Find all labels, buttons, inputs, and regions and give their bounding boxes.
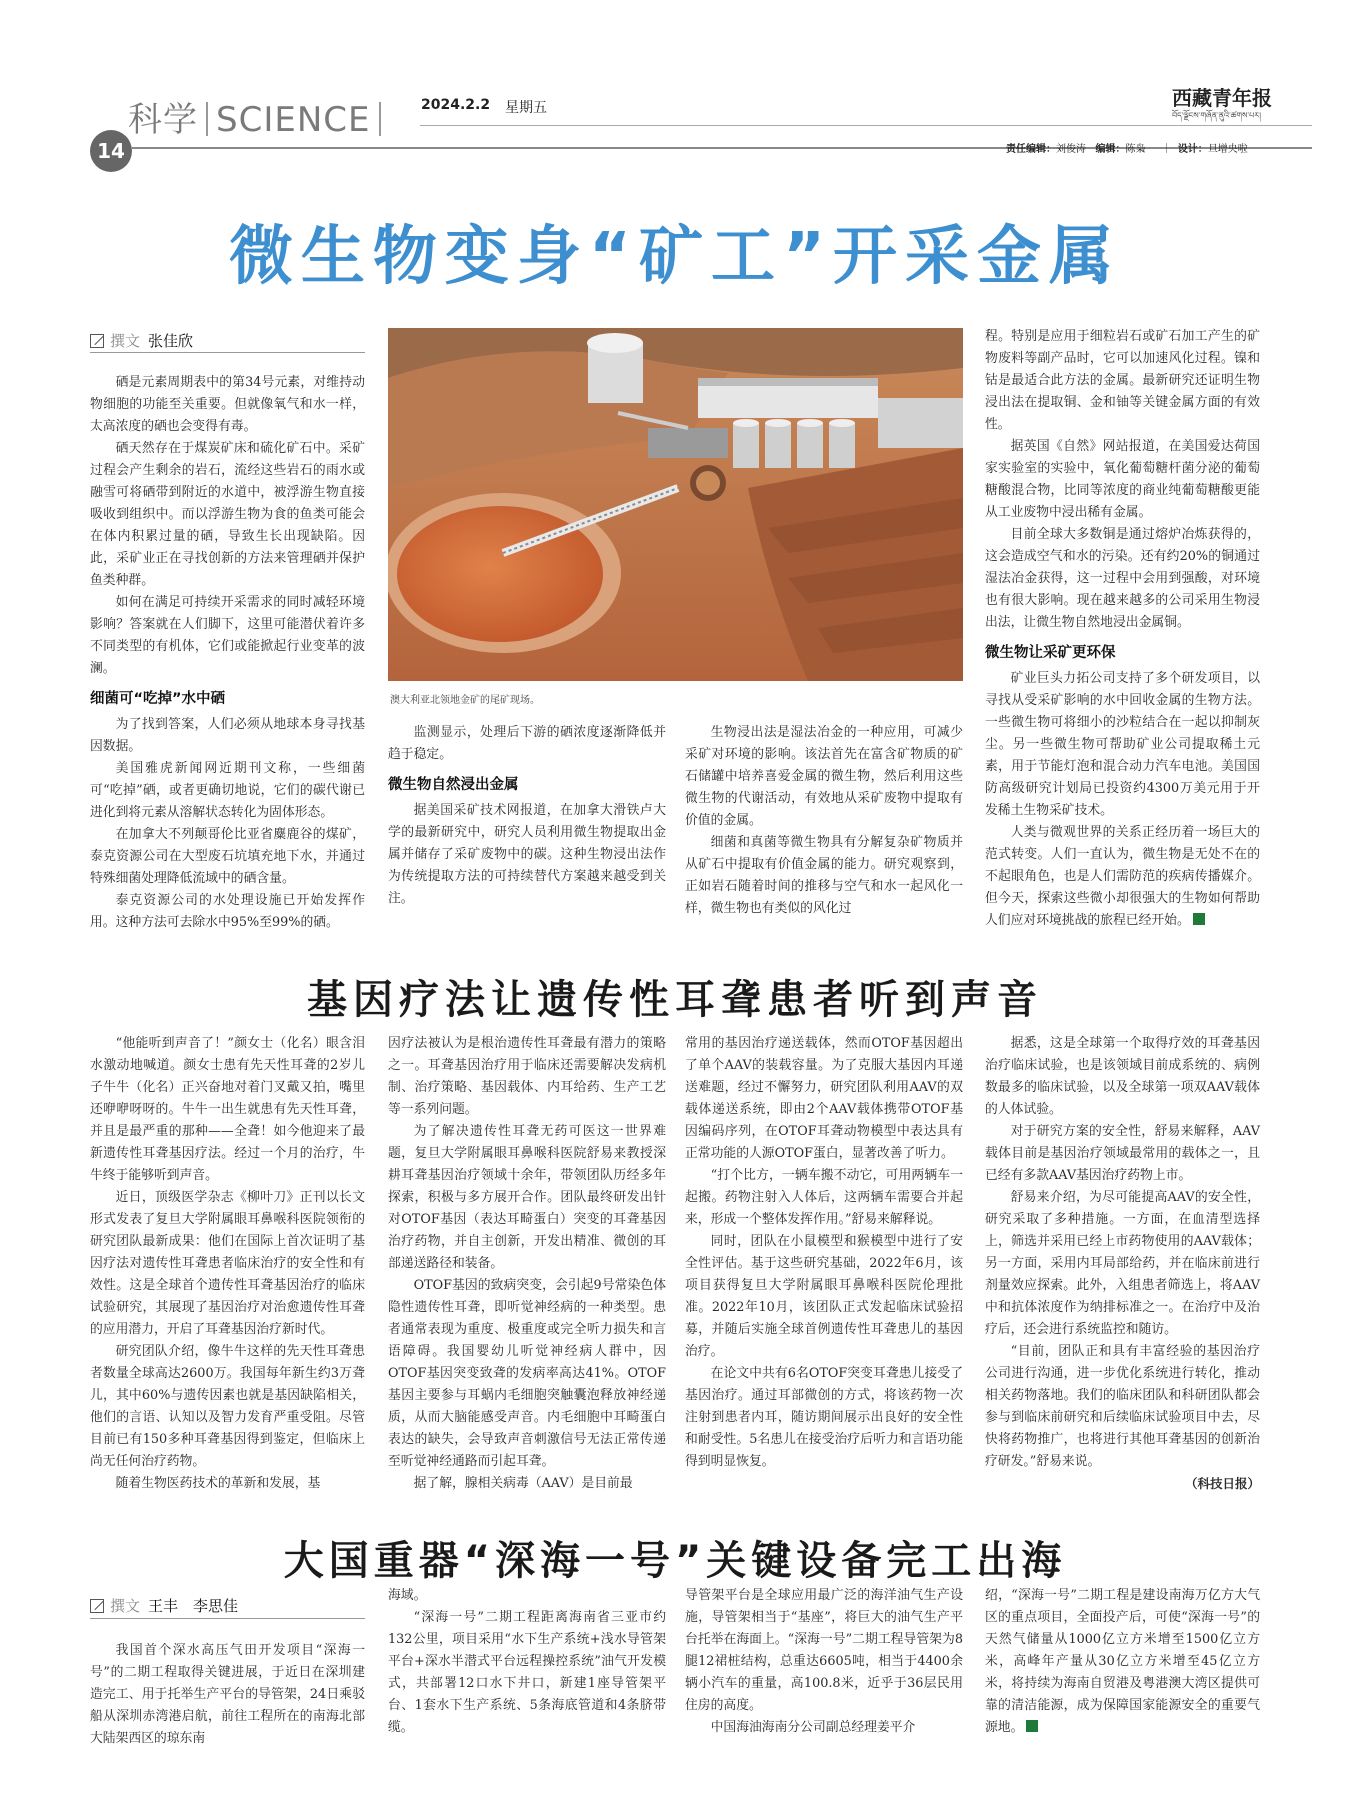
paragraph: 目前全球大多数铜是通过熔炉冶炼获得的，这会造成空气和水的污染。还有约20%的铜通过湿法冶金获得，这一过程中会用到强酸，对环境也有很大影响。现在越来越多的公司采用生物浸出法，让微生物自然地浸出金属铜。 bbox=[985, 527, 1260, 630]
paragraph: 生物浸出法是湿法冶金的一种应用，可减少采矿对环境的影响。该法首先在富含矿物质的矿石储罐中培养喜爱金属的微生物，然后利用这些微生物的代谢活动，有效地从采矿废物中提取有价值的金属。 bbox=[685, 725, 963, 828]
editor-credits: 责任编辑：刘俊涛 编辑：陈枭 ｜ 设计：旦增央啦 bbox=[1006, 144, 1248, 155]
article2-column-4 bbox=[985, 1033, 1260, 1495]
paragraph: 常用的基因治疗递送载体，然而OTOF基因超出了单个AAV的装载容量。为了克服大基因内耳递送难题，经过不懈努力，研究团队利用AAV的双载体递送系统，即由2个AAV载体携带OTOF基因编码序列，在OTOF耳聋动物模型中表达具有正常功能的人源OTOF蛋白，显著改善了听力。 bbox=[685, 1036, 963, 1161]
issue-date: 2024.2.2 bbox=[421, 97, 491, 113]
article1-column-1 bbox=[90, 372, 365, 934]
article2-column-2 bbox=[388, 1033, 666, 1495]
paragraph: 据英国《自然》网站报道，在美国爱达荷国家实验室的实验中，氧化葡萄糖杆菌分泌的葡萄糖酸混合物，比同等浓度的商业纯葡萄糖酸更能从工业废物中浸出稀有金属。 bbox=[985, 439, 1260, 520]
page-number-badge: 14 bbox=[90, 130, 132, 172]
newspaper-name: 西藏青年报 bbox=[1172, 86, 1272, 110]
paragraph: 海域。 bbox=[388, 1588, 427, 1603]
paragraph: 据了解，腺相关病毒（AAV）是目前最 bbox=[413, 1476, 633, 1491]
paragraph: 矿业巨头力拓公司支持了多个研发项目，以寻找从受采矿影响的水中回收金属的生物方法。一些微生物可将细小的沙粒结合在一起以抑制灰尘。另一些微生物可帮助矿业公司提取稀土元素，用于节能灯泡和混合动力汽车电池。美国国防高级研究计划局已投资约4300万美元用于开发稀土生物采矿技术。 bbox=[985, 671, 1260, 818]
author-name: 张佳欣 bbox=[148, 332, 194, 350]
paragraph: 研究团队介绍，像牛牛这样的先天性耳聋患者数量全球高达2600万。我国每年新生约3万聋儿，其中60%与遗传因素也就是基因缺陷相关，他们的言语、认知以及智力发育严重受阻。尽管目前已有150多种耳聋基因得到鉴定，但临床上尚无任何治疗药物。 bbox=[90, 1344, 365, 1469]
paragraph-text: 人类与微观世界的关系正经历着一场巨大的范式转变。人们一直认为，微生物是无处不在的不起眼角色，也是人们需防范的疾病传播媒介。但今天，探索这些微小却很强大的生物如何帮助人们应对环境挑战的旅程已经开始。 bbox=[985, 825, 1260, 928]
byline-label: 撰文 bbox=[110, 1597, 141, 1615]
paragraph: 对于研究方案的安全性，舒易来解释，AAV载体目前是基因治疗领域最常用的载体之一，且已经有多款AAV基因治疗药物上市。 bbox=[985, 1124, 1260, 1183]
paragraph: 程。特别是应用于细粒岩石或矿石加工产生的矿物废料等副产品时，它可以加速风化过程。镍和钴是最适合此方法的金属。最新研究还证明生物浸出法在提取铜、金和铀等关键金属方面的有效性。 bbox=[985, 329, 1260, 432]
article2-column-3 bbox=[685, 1033, 963, 1473]
paragraph: 在论文中共有6名OTOF突变耳聋患儿接受了基因治疗。通过耳部微创的方式，将该药物一次注射到患者内耳，随访期间展示出良好的安全性和耐受性。5名患儿在接受治疗后听力和言语功能得到明显恢复。 bbox=[685, 1366, 963, 1469]
subheading: 细菌可“吃掉”水中硒 bbox=[90, 691, 226, 707]
section-divider bbox=[379, 102, 381, 136]
editor-label: 责任编辑： bbox=[1006, 144, 1056, 155]
newspaper-name-tibetan: བོད་ལྗོངས་གཞོན་ནུའི་ཚགས་པར། bbox=[1172, 111, 1261, 120]
copy-editor-name: 陈枭 bbox=[1125, 144, 1146, 155]
section-label-cn: 科学 bbox=[128, 100, 198, 140]
end-mark-icon bbox=[1026, 1720, 1038, 1732]
paragraph: “他能听到声音了！”颜女士（化名）眼含泪水激动地喊道。颜女士患有先天性耳聋的2岁儿子牛牛（化名）正兴奋地对着门叉戴又拍，嘴里还咿咿呀呀的。牛牛一出生就患有先天性耳聋，并且是最严重的那种——全聋！如今他迎来了最新遗传性耳聋基因疗法。经过一个月的治疗，牛牛终于能够听到声音。 bbox=[90, 1036, 365, 1183]
designer-name: 旦增央啦 bbox=[1207, 144, 1248, 155]
paragraph: 中国海油海南分公司副总经理姜平介 bbox=[710, 1720, 916, 1735]
section-label bbox=[128, 92, 389, 141]
mine-site-illustration bbox=[388, 328, 963, 681]
paragraph: 据悉，这是全球第一个取得疗效的耳聋基因治疗临床试验，也是该领域目前成系统的、病例数最多的临床试验，以及全球第一项双AAV载体的人体试验。 bbox=[985, 1036, 1260, 1117]
article2-column-1 bbox=[90, 1033, 365, 1495]
photo-caption: 澳大利亚北领地金矿的尾矿现场。 bbox=[390, 695, 540, 706]
paragraph: 我国首个深水高压气田开发项目“深海一号”的二期工程取得关键进展，于近日在深圳建造完工、用于托举生产平台的导管架，24日乘驳船从深圳赤湾港启航，前往工程所在的南海北部大陆架西区的琼东南 bbox=[90, 1643, 365, 1746]
paragraph: 细菌和真菌等微生物具有分解复杂矿物质并从矿石中提取有价值金属的能力。研究观察到，正如岩石随着时间的推移与空气和水一起风化一样，微生物也有类似的风化过 bbox=[685, 835, 963, 916]
mine-tailings-photo bbox=[388, 328, 963, 681]
section-label-en: SCIENCE bbox=[216, 100, 371, 140]
paragraph: 硒天然存在于煤炭矿床和硫化矿石中。采矿过程会产生剩余的岩石，流经这些岩石的雨水或融雪可将硒带到附近的水道中，被浮游生物直接吸收到组织中。而以浮游生物为食的鱼类可能会在体内积累过量的硒，导致生长出现缺陷。因此，采矿业正在寻找创新的方法来管理硒并保护鱼类种群。 bbox=[90, 441, 365, 588]
paragraph: 在加拿大不列颠哥伦比亚省麋鹿谷的煤矿，泰克资源公司在大型废石坑填充地下水，并通过特殊细菌处理降低流域中的硒含量。 bbox=[90, 827, 365, 886]
paragraph: 同时，团队在小鼠模型和猴模型中进行了安全性评估。基于这些研究基础，2022年6月，该项目获得复旦大学附属眼耳鼻喉科医院伦理批准。2022年10月，该团队正式发起临床试验招募，并随后实施全球首例遗传性耳聋患儿的基因治疗。 bbox=[685, 1234, 963, 1359]
paragraph: 为了解决遗传性耳聋无药可医这一世界难题，复旦大学附属眼耳鼻喉科医院舒易来教授深耕耳聋基因治疗领域十余年，带领团队历经多年探索，积极与多方展开合作。团队最终研发出针对OTOF基因（表达耳畸蛋白）突变的耳聋基因治疗药物，并自主创新，开发出精准、微创的耳部递送路径和装备。 bbox=[388, 1124, 666, 1271]
article3-column-4 bbox=[985, 1585, 1260, 1739]
paragraph: 因疗法被认为是根治遗传性耳聋最有潜力的策略之一。耳聋基因治疗用于临床还需要解决发病机制、治疗策略、基因载体、内耳给药、生产工艺等一系列问题。 bbox=[388, 1036, 666, 1117]
pen-icon bbox=[90, 1599, 104, 1613]
paragraph: 导管架平台是全球应用最广泛的海洋油气生产设施，导管架相当于“基座”，将巨大的油气生产平台托举在海面上。“深海一号”二期工程导管架为8腿12裙桩结构，总重达6605吨，相当于4400余辆小汽车的重量，高100.8米，近乎于36层民用住房的高度。 bbox=[685, 1588, 963, 1713]
subheading: 微生物自然浸出金属 bbox=[388, 777, 519, 793]
copy-editor-label: 编辑： bbox=[1095, 144, 1126, 155]
paragraph: 硒是元素周期表中的第34号元素，对维持动物细胞的功能至关重要。但就像氧气和水一样，太高浓度的硒也会变得有毒。 bbox=[90, 375, 365, 434]
paragraph bbox=[985, 822, 1260, 932]
byline-rule bbox=[90, 1618, 365, 1619]
pen-icon bbox=[90, 334, 104, 348]
author-name: 王丰 李思佳 bbox=[148, 1597, 239, 1615]
paragraph: 美国雅虎新闻网近期刊文称，一些细菌可“吃掉”硒，或者更确切地说，它们的碳代谢已进化到将元素从溶解状态转化为固体形态。 bbox=[90, 761, 365, 820]
article3-column-3 bbox=[685, 1585, 963, 1739]
paragraph: OTOF基因的致病突变，会引起9号常染色体隐性遗传性耳聋，即听觉神经病的一种类型。患者通常表现为重度、极重度或完全听力损失和言语障碍。我国婴幼儿听觉神经病人群中，因OTOF基因突变致聋的发病率高达41%。OTOF基因主要参与耳蜗内毛细胞突触囊泡释放神经递质，从而大脑能感受声音。内毛细胞中耳畸蛋白表达的缺失，会导致声音刺激信号无法正常传递至听觉神经通路而引起耳聋。 bbox=[388, 1278, 666, 1469]
article1-column-3 bbox=[685, 722, 963, 920]
article3-byline bbox=[90, 1595, 238, 1616]
issue-weekday: 星期五 bbox=[505, 100, 547, 116]
designer-label: 设计： bbox=[1177, 144, 1208, 155]
paragraph: 泰克资源公司的水处理设施已开始发挥作用。这种方法可去除水中95%至99%的硒。 bbox=[90, 893, 365, 930]
article-source: （科技日报） bbox=[1184, 1476, 1260, 1491]
paragraph: 据美国采矿技术网报道，在加拿大滑铁卢大学的最新研究中，研究人员利用微生物提取出金属并储存了采矿废物中的碳。这种生物浸出法作为传统提取方法的可持续替代方案越来越受到关注。 bbox=[388, 803, 666, 906]
paragraph: 如何在满足可持续开采需求的同时减轻环境影响？答案就在人们脚下，这里可能潜伏着许多不同类型的有机体，它们或能掀起行业变革的波澜。 bbox=[90, 595, 365, 676]
article3-column-1 bbox=[90, 1640, 365, 1750]
subheading: 微生物让采矿更环保 bbox=[985, 645, 1116, 661]
paragraph: “打个比方，一辆车搬不动它，可用两辆车一起搬。药物注射入人体后，这两辆车需要合并起来，形成一个整体发挥作用。”舒易来解释说。 bbox=[685, 1168, 963, 1227]
paragraph-text: 绍，“深海一号”二期工程是建设南海万亿方大气区的重点项目，全面投产后，可使“深海一号”的天然气储量从1000亿立方米增至1500亿立方米，高峰年产量从30亿立方米增至45亿立方米，将持续为海南自贸港及粤港澳大湾区提供可靠的清洁能源，成为保障国家能源安全的重要气源地。 bbox=[985, 1588, 1260, 1735]
editor-name: 刘俊涛 bbox=[1056, 144, 1086, 155]
article2-headline: 基因疗法让遗传性耳聋患者听到声音 bbox=[307, 977, 1043, 1023]
paragraph: “深海一号”二期工程距离海南省三亚市约132公里，项目采用“水下生产系统+浅水导管架平台+深水半潜式平台远程操控系统”油气开发模式，共部署12口水下井口，新建1座导管架平台、1套水下生产系统、5条海底管道和4条脐带缆。 bbox=[388, 1610, 666, 1735]
byline-label: 撰文 bbox=[110, 332, 141, 350]
byline-rule bbox=[90, 352, 365, 353]
article3-headline: 大国重器“深海一号”关键设备完工出海 bbox=[283, 1538, 1067, 1584]
article1-column-4 bbox=[985, 326, 1260, 932]
end-mark-icon bbox=[1193, 913, 1205, 925]
paragraph bbox=[985, 1585, 1260, 1739]
paragraph: 为了找到答案，人们必须从地球本身寻找基因数据。 bbox=[90, 717, 365, 754]
paragraph: 随着生物医药技术的革新和发展，基 bbox=[115, 1476, 321, 1491]
article1-headline: 微生物变身“矿工”开采金属 bbox=[228, 220, 1122, 294]
paragraph: 舒易来介绍，为尽可能提高AAV的安全性，研究采取了多种措施。一方面，在血清型选择上，筛选并采用已经上市药物使用的AAV载体；另一方面，采用内耳局部给药，并在临床前进行剂量效应探索。此外，入组患者筛选上，将AAV中和抗体浓度作为纳排标准之一。在治疗中及治疗后，还会进行系统监控和随访。 bbox=[985, 1190, 1260, 1337]
article3-column-2 bbox=[388, 1585, 666, 1739]
paragraph: 近日，顶级医学杂志《柳叶刀》正刊以长文形式发表了复旦大学附属眼耳鼻喉科医院领衔的研究团队最新成果：他们在国际上首次证明了基因疗法对遗传性耳聋患者临床治疗的安全性和有效性。这是全球首个遗传性耳聋基因治疗的临床试验研究，其展现了基因治疗对治愈遗传性耳聋的应用潜力，开启了耳聋基因治疗新时代。 bbox=[90, 1190, 365, 1337]
paragraph: “目前，团队正和具有丰富经验的基因治疗公司进行沟通，进一步优化系统进行转化，推动相关药物落地。我们的临床团队和科研团队都会参与到临床前研究和后续临床试验项目中去，尽快将药物推广，也将进行其他耳聋基因的创新治疗研发。”舒易来说。 bbox=[985, 1344, 1260, 1469]
article1-byline bbox=[90, 330, 193, 351]
section-divider bbox=[206, 102, 208, 136]
paragraph: 监测显示，处理后下游的硒浓度逐渐降低并趋于稳定。 bbox=[388, 725, 666, 762]
article1-column-2 bbox=[388, 722, 666, 910]
